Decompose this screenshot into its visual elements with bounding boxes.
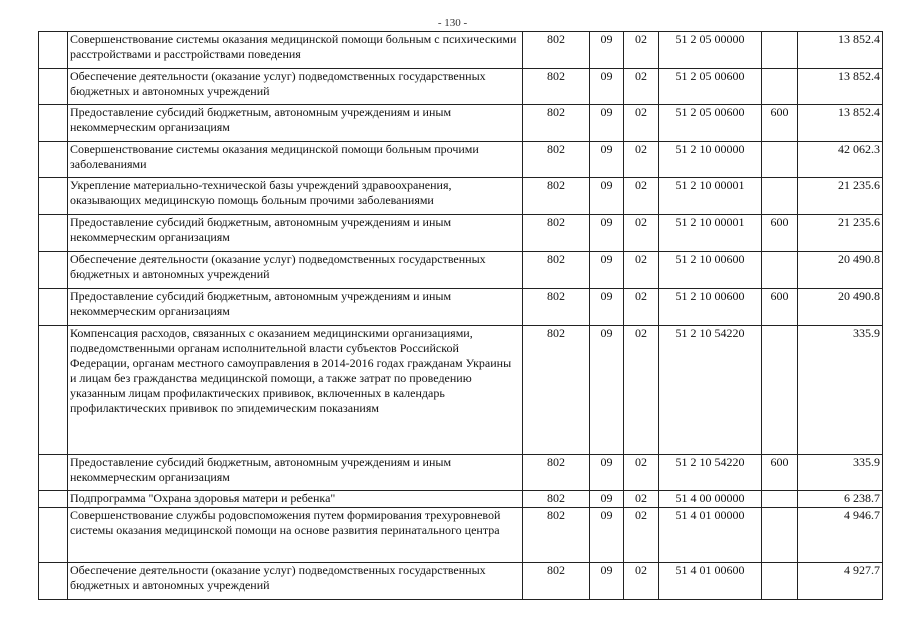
expense-type-code: 600 xyxy=(762,455,798,491)
target-article-code: 51 2 05 00000 xyxy=(659,32,762,69)
section-code: 09 xyxy=(590,142,624,178)
expense-type-code: 600 xyxy=(762,105,798,142)
ministry-code: 802 xyxy=(523,491,590,508)
section-code: 09 xyxy=(590,252,624,289)
row-number-cell xyxy=(39,455,68,491)
target-article-code: 51 4 01 00000 xyxy=(659,508,762,563)
ministry-code: 802 xyxy=(523,178,590,215)
row-name: Укрепление материально-технической базы учреждений здравоохранения, оказывающих медицинскую помощь больным прочими заболеваниями xyxy=(68,178,523,215)
row-number-cell xyxy=(39,252,68,289)
row-name: Предоставление субсидий бюджетным, автономным учреждениям и иным некоммерческим организациям xyxy=(68,455,523,491)
section-code: 09 xyxy=(590,32,624,69)
expense-type-code xyxy=(762,142,798,178)
row-name: Совершенствование системы оказания медицинской помощи больным прочими заболеваниями xyxy=(68,142,523,178)
ministry-code: 802 xyxy=(523,142,590,178)
row-number-cell xyxy=(39,508,68,563)
expense-type-code xyxy=(762,32,798,69)
section-code: 09 xyxy=(590,491,624,508)
target-article-code: 51 4 01 00600 xyxy=(659,563,762,600)
row-number-cell xyxy=(39,215,68,252)
table-row xyxy=(39,508,883,563)
table-row xyxy=(39,215,883,252)
subsection-code: 02 xyxy=(624,455,659,491)
subsection-code: 02 xyxy=(624,178,659,215)
target-article-code: 51 2 10 00600 xyxy=(659,252,762,289)
table-row xyxy=(39,326,883,455)
table-body xyxy=(39,32,883,600)
target-article-code: 51 2 10 00001 xyxy=(659,178,762,215)
ministry-code: 802 xyxy=(523,252,590,289)
ministry-code: 802 xyxy=(523,289,590,326)
row-number-cell xyxy=(39,69,68,105)
section-code: 09 xyxy=(590,508,624,563)
target-article-code: 51 2 05 00600 xyxy=(659,105,762,142)
expense-type-code xyxy=(762,508,798,563)
expense-type-code xyxy=(762,252,798,289)
section-code: 09 xyxy=(590,178,624,215)
section-code: 09 xyxy=(590,105,624,142)
ministry-code: 802 xyxy=(523,69,590,105)
row-number-cell xyxy=(39,178,68,215)
section-code: 09 xyxy=(590,215,624,252)
ministry-code: 802 xyxy=(523,563,590,600)
subsection-code: 02 xyxy=(624,142,659,178)
ministry-code: 802 xyxy=(523,215,590,252)
table-row xyxy=(39,252,883,289)
subsection-code: 02 xyxy=(624,326,659,455)
subsection-code: 02 xyxy=(624,508,659,563)
table-row xyxy=(39,69,883,105)
expense-type-code xyxy=(762,69,798,105)
page-number: - 130 - xyxy=(437,17,468,29)
ministry-code: 802 xyxy=(523,455,590,491)
amount-value: 13 852.4 xyxy=(798,69,883,105)
table-row xyxy=(39,142,883,178)
expense-type-code: 600 xyxy=(762,215,798,252)
expense-type-code xyxy=(762,178,798,215)
expense-type-code xyxy=(762,491,798,508)
subsection-code: 02 xyxy=(624,289,659,326)
table-row xyxy=(39,105,883,142)
subsection-code: 02 xyxy=(624,32,659,69)
amount-value: 4 927.7 xyxy=(798,563,883,600)
section-code: 09 xyxy=(590,326,624,455)
row-number-cell xyxy=(39,326,68,455)
target-article-code: 51 2 10 54220 xyxy=(659,326,762,455)
row-number-cell xyxy=(39,289,68,326)
expense-type-code xyxy=(762,563,798,600)
row-name: Компенсация расходов, связанных с оказанием медицинскими организациями, подведомственными органам исполнительной власти субъектов Российской Федерации, органам местного самоуправления в 2014-2016 годах гражданам Украины и лицам без гражданства медицинской помощи, а также затрат по проведению указанным лицам профилактических прививок, включенных в календарь профилактических прививок по эпидемическим показаниям xyxy=(68,326,523,455)
section-code: 09 xyxy=(590,455,624,491)
table-row xyxy=(39,563,883,600)
ministry-code: 802 xyxy=(523,326,590,455)
ministry-code: 802 xyxy=(523,32,590,69)
amount-value: 335.9 xyxy=(798,455,883,491)
target-article-code: 51 2 10 00600 xyxy=(659,289,762,326)
row-number-cell xyxy=(39,32,68,69)
row-name: Подпрограмма "Охрана здоровья матери и ребенка" xyxy=(68,491,523,508)
budget-table xyxy=(38,31,883,600)
table-row xyxy=(39,491,883,508)
subsection-code: 02 xyxy=(624,563,659,600)
amount-value: 42 062.3 xyxy=(798,142,883,178)
section-code: 09 xyxy=(590,289,624,326)
target-article-code: 51 2 10 00000 xyxy=(659,142,762,178)
row-number-cell xyxy=(39,563,68,600)
ministry-code: 802 xyxy=(523,508,590,563)
ministry-code: 802 xyxy=(523,105,590,142)
target-article-code: 51 2 10 00001 xyxy=(659,215,762,252)
table-row xyxy=(39,455,883,491)
amount-value: 335.9 xyxy=(798,326,883,455)
table-row xyxy=(39,32,883,69)
row-name: Совершенствование системы оказания медицинской помощи больным с психическими расстройствами и расстройствами поведения xyxy=(68,32,523,69)
row-number-cell xyxy=(39,142,68,178)
amount-value: 20 490.8 xyxy=(798,289,883,326)
row-number-cell xyxy=(39,491,68,508)
subsection-code: 02 xyxy=(624,69,659,105)
target-article-code: 51 4 00 00000 xyxy=(659,491,762,508)
target-article-code: 51 2 10 54220 xyxy=(659,455,762,491)
subsection-code: 02 xyxy=(624,215,659,252)
amount-value: 13 852.4 xyxy=(798,32,883,69)
row-name: Совершенствование службы родовспоможения путем формирования трехуровневой системы оказания медицинской помощи на основе развития перинатального центра xyxy=(68,508,523,563)
amount-value: 13 852.4 xyxy=(798,105,883,142)
row-name: Предоставление субсидий бюджетным, автономным учреждениям и иным некоммерческим организациям xyxy=(68,215,523,252)
subsection-code: 02 xyxy=(624,491,659,508)
subsection-code: 02 xyxy=(624,252,659,289)
row-name: Предоставление субсидий бюджетным, автономным учреждениям и иным некоммерческим организациям xyxy=(68,289,523,326)
expense-type-code xyxy=(762,326,798,455)
subsection-code: 02 xyxy=(624,105,659,142)
row-name: Обеспечение деятельности (оказание услуг) подведомственных государственных бюджетных и автономных учреждений xyxy=(68,252,523,289)
row-number-cell xyxy=(39,105,68,142)
amount-value: 6 238.7 xyxy=(798,491,883,508)
row-name: Обеспечение деятельности (оказание услуг) подведомственных государственных бюджетных и автономных учреждений xyxy=(68,563,523,600)
amount-value: 21 235.6 xyxy=(798,178,883,215)
amount-value: 20 490.8 xyxy=(798,252,883,289)
amount-value: 21 235.6 xyxy=(798,215,883,252)
amount-value: 4 946.7 xyxy=(798,508,883,563)
section-code: 09 xyxy=(590,69,624,105)
row-name: Предоставление субсидий бюджетным, автономным учреждениям и иным некоммерческим организациям xyxy=(68,105,523,142)
expense-type-code: 600 xyxy=(762,289,798,326)
row-name: Обеспечение деятельности (оказание услуг) подведомственных государственных бюджетных и автономных учреждений xyxy=(68,69,523,105)
table-row xyxy=(39,289,883,326)
target-article-code: 51 2 05 00600 xyxy=(659,69,762,105)
table-row xyxy=(39,178,883,215)
section-code: 09 xyxy=(590,563,624,600)
